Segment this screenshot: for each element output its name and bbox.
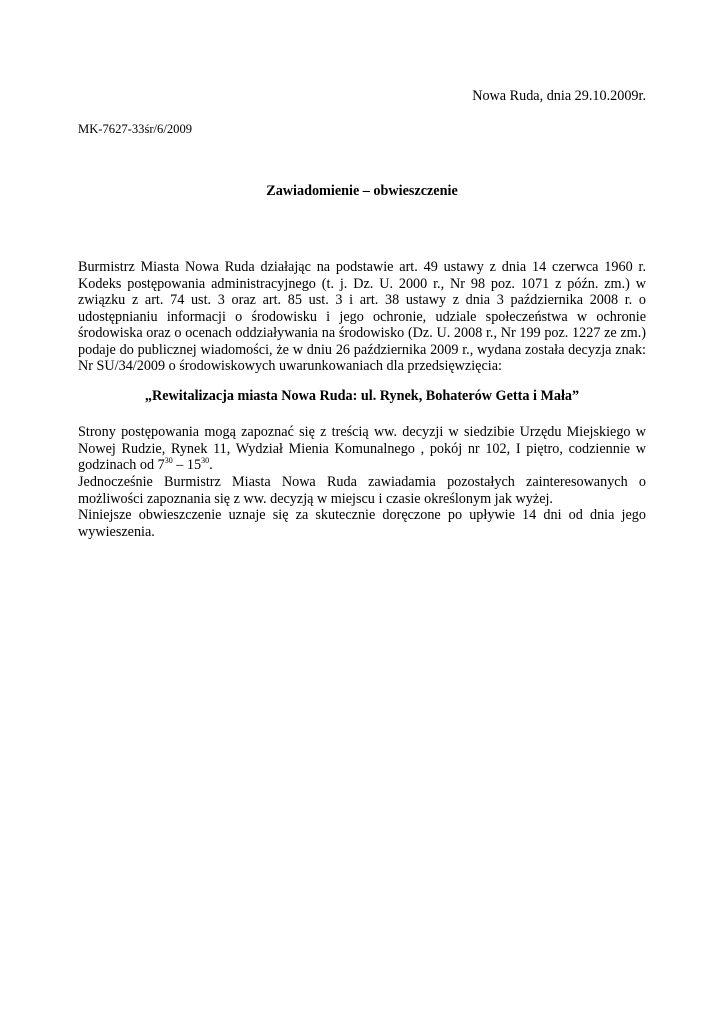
date-line: Nowa Ruda, dnia 29.10.2009r.	[472, 88, 646, 104]
access-text: Strony postępowania mogą zapoznać się z treścią ww. decyzji w siedzibie Urzędu Miejskiego w Nowej Rudzie, Rynek 11, Wydział Mienia Komunalnego , pokój nr 102, I piętro, codziennie w godzinach od	[78, 424, 646, 473]
project-title: „Rewitalizacja miasta Nowa Ruda: ul. Rynek, Bohaterów Getta i Mała”	[144, 388, 580, 404]
document-title: Zawiadomienie – obwieszczenie	[266, 183, 458, 199]
notice-paragraph: Jednocześnie Burmistrz Miasta Nowa Ruda zawiadamia pozostałych zainteresowanych o możliwości zapoznania się z ww. decyzją w miejscu i czasie określonym jak wyżej.	[78, 474, 646, 507]
hours-dash: –	[172, 457, 187, 473]
hours-from: 7	[157, 457, 165, 473]
hours-end: .	[209, 457, 213, 473]
case-number: MK-7627-33śr/6/2009	[78, 122, 193, 136]
delivery-paragraph: Niniejsze obwieszczenie uznaje się za skutecznie doręczone po upływie 14 dni od dnia jego wywieszenia.	[78, 507, 646, 540]
access-paragraph	[78, 424, 646, 474]
main-paragraph: Burmistrz Miasta Nowa Ruda działając na podstawie art. 49 ustawy z dnia 14 czerwca 1960 r. Kodeks postępowania administracyjnego (t. j. Dz. U. 2000 r., Nr 98 poz. 1071 z późn. zm.) w związku z art. 74 ust. 3 oraz art. 85 ust. 3 i art. 38 ustawy z dnia 3 października 2008 r. o udostępnianiu informacji o środowisku i jego ochronie, udziale społeczeństwa w ochronie środowiska oraz o ocenach oddziaływania na środowisko (Dz. U. 2008 r., Nr 199 poz. 1227 ze zm.) podaje do publicznej wiadomości, że w dniu 26 października 2009 r., wydana została decyzja znak: Nr SU/34/2009 o środowiskowych uwarunkowaniach dla przedsięwzięcia:	[78, 259, 646, 374]
hours-to-minutes: 30	[201, 456, 210, 465]
hours-from-minutes: 30	[164, 456, 173, 465]
hours-to: 15	[186, 457, 202, 473]
